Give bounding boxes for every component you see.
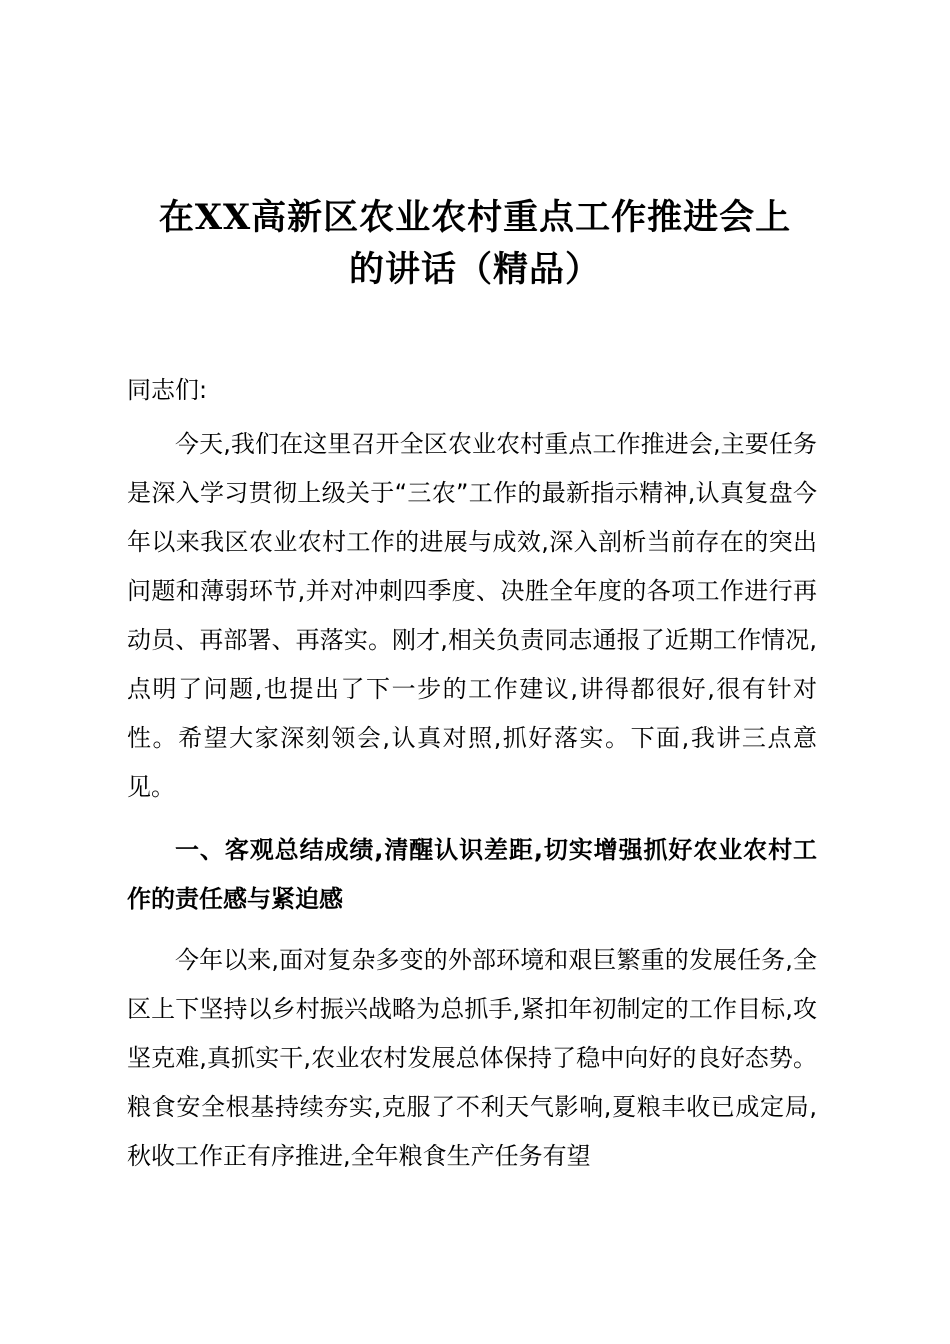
document-title — [120, 192, 830, 296]
salutation: 同志们: — [127, 376, 208, 404]
section-1-paragraph: 今年以来,面对复杂多变的外部环境和艰巨繁重的发展任务,全区上下坚持以乡村振兴战略为总抓手,紧扣年初制定的工作目标,攻坚克难,真抓实干,农业农村发展总体保持了稳中向好的良好态势。粮食安全根基持续夯实,克服了不利天气影响,夏粮丰收已成定局,秋收工作正有序推进,全年粮食生产任务有望 — [127, 946, 817, 1170]
section-heading-1: 一、客观总结成绩,清醒认识差距,切实增强抓好农业农村工作的责任感与紧迫感 — [127, 836, 817, 913]
title-line-1: 在XX高新区农业农村重点工作推进会上 — [158, 197, 792, 238]
title-line-2: 的讲话（精品） — [348, 249, 601, 290]
opening-paragraph: 今天,我们在这里召开全区农业农村重点工作推进会,主要任务是深入学习贯彻上级关于“三农”工作的最新指示精神,认真复盘今年以来我区农业农村工作的进展与成效,深入剖析当前存在的突出问题和薄弱环节,并对冲刺四季度、决胜全年度的各项工作进行再动员、再部署、再落实。刚才,相关负责同志通报了近期工作情况,点明了问题,也提出了下一步的工作建议,讲得都很好,很有针对性。希望大家深刻领会,认真对照,抓好落实。下面,我讲三点意见。 — [127, 430, 817, 801]
